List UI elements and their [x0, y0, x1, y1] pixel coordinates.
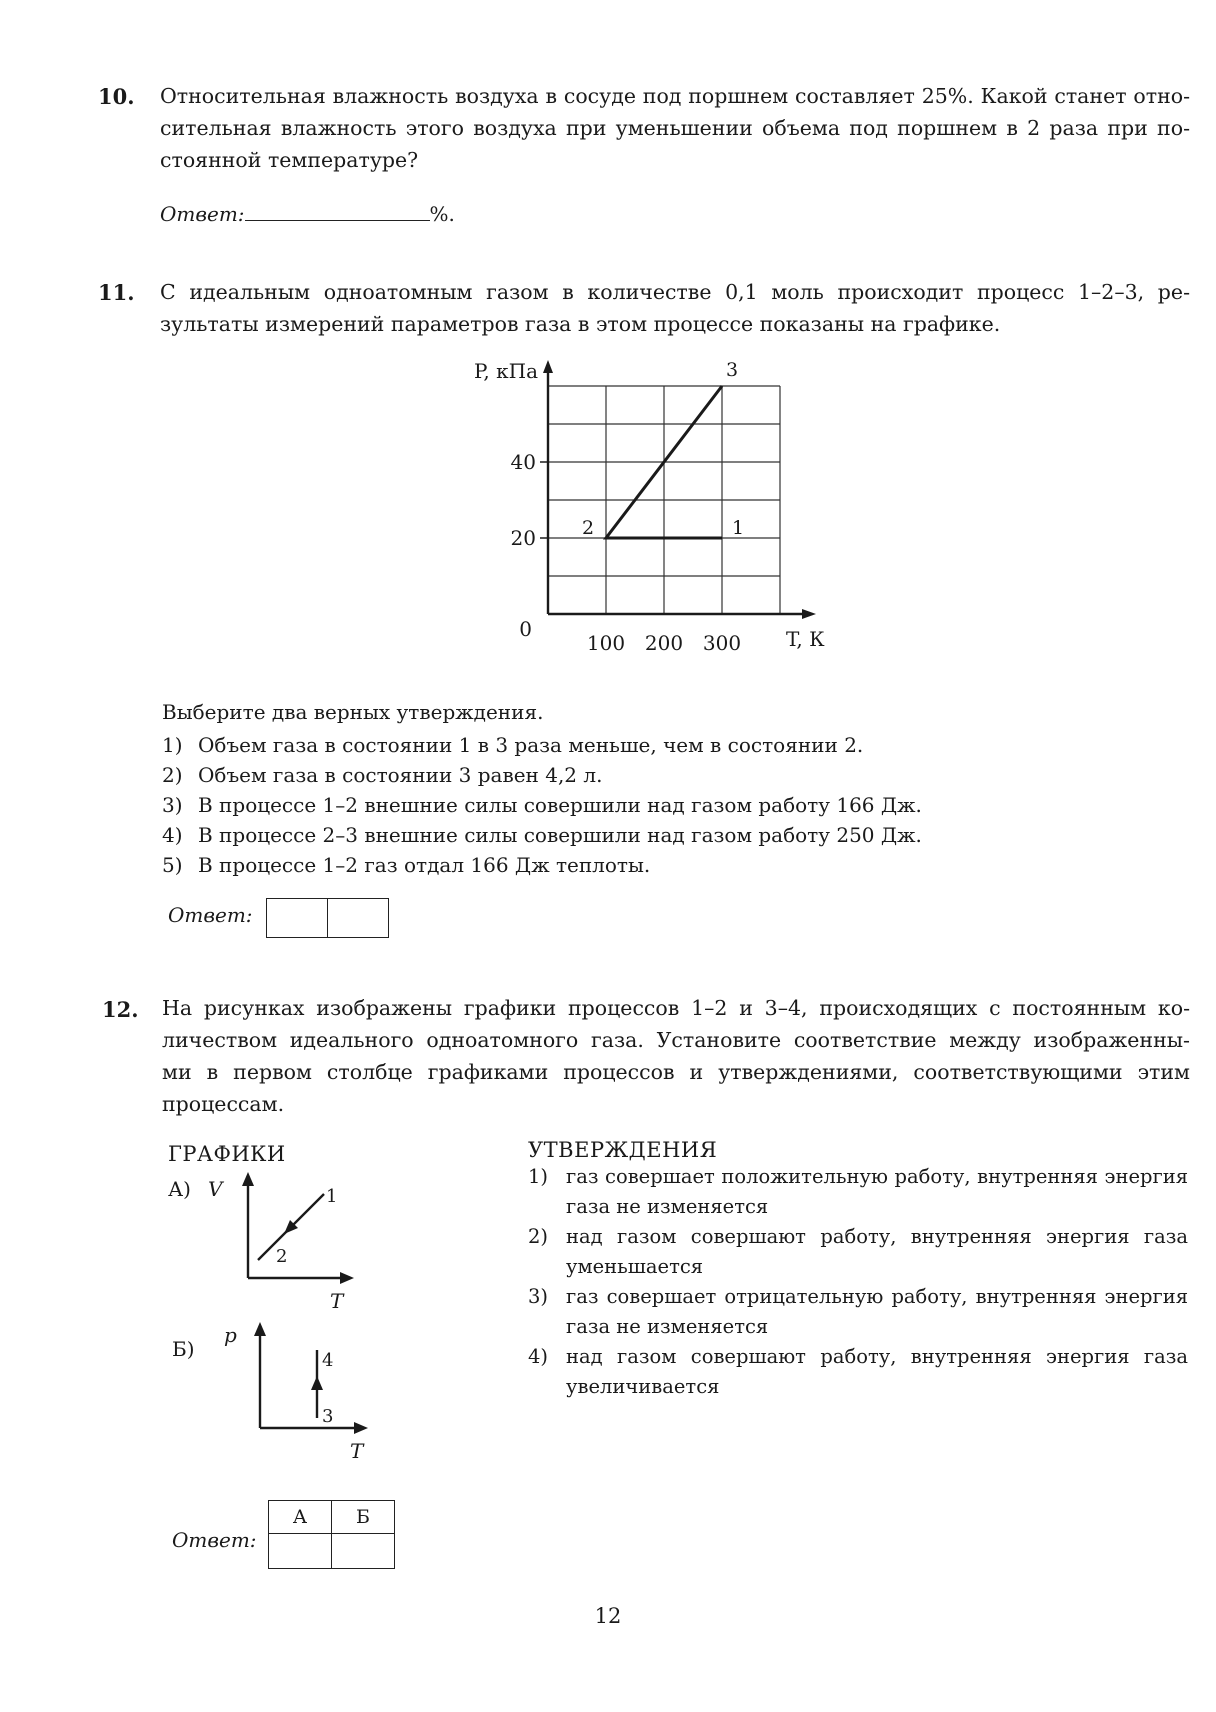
- option-text: В процессе 1–2 газ отдал 166 Дж теплоты.: [198, 853, 651, 877]
- question-11-number: 11.: [98, 280, 135, 305]
- question-12-line: На рисунках изображены графики процессов 1–2 и 3–4, происходящих с постоянным ко-: [162, 996, 1190, 1020]
- statement-text: над газом совершают работу, внутренняя энергия газа увеличивается: [566, 1345, 1188, 1398]
- y-tick-label: 0: [519, 617, 532, 641]
- statement-item: [528, 1162, 1188, 1222]
- answer-input-line[interactable]: [245, 202, 430, 221]
- option-number: 4): [162, 823, 183, 847]
- pt-graph: [440, 360, 840, 670]
- question-12-answer-label: Ответ:: [172, 1528, 257, 1552]
- question-10-text: [160, 80, 1190, 176]
- answer-cell-b[interactable]: [332, 1534, 395, 1569]
- graph-a-y-label: V: [208, 1177, 223, 1201]
- statement-item: [528, 1342, 1188, 1402]
- statement-number: 2): [528, 1225, 549, 1248]
- graph-a-x-label: T: [330, 1289, 344, 1313]
- statement-item: [528, 1222, 1188, 1282]
- option-number: 3): [162, 793, 183, 817]
- question-11-answer-label: Ответ:: [168, 903, 253, 927]
- option-number: 5): [162, 853, 183, 877]
- x-tick-label: 200: [644, 631, 684, 655]
- option-item: [162, 790, 922, 820]
- option-item: [162, 730, 922, 760]
- graph-a: [160, 1170, 360, 1320]
- option-item: [162, 850, 922, 880]
- y-axis-arrow: [543, 360, 553, 373]
- graph-a-letter: А): [168, 1177, 191, 1201]
- graph-b-point-4: 4: [322, 1350, 334, 1371]
- option-text: В процессе 1–2 внешние силы совершили над газом работу 166 Дж.: [198, 793, 922, 817]
- statement-text: газ совершает отрицательную работу, внутренняя энергия газа не изменяется: [566, 1285, 1188, 1338]
- option-text: Объем газа в состоянии 3 равен 4,2 л.: [198, 763, 603, 787]
- option-item: [162, 820, 922, 850]
- question-12-line: ми в первом столбце графиками процессов и утверждениями, соответствующими этим: [162, 1060, 1190, 1084]
- y-tick-label: 20: [510, 526, 536, 550]
- option-text: Объем газа в состоянии 1 в 3 раза меньше, чем в состоянии 2.: [198, 733, 864, 757]
- graph-a-point-1: 1: [326, 1186, 338, 1207]
- graph-a-x-arrow: [340, 1272, 354, 1284]
- y-tick-label: 40: [510, 450, 536, 474]
- answer-cell[interactable]: [328, 899, 389, 938]
- graph-a-y-arrow: [242, 1172, 254, 1186]
- graph-b: [160, 1320, 380, 1470]
- pt-grid: [548, 386, 780, 614]
- statement-number: 3): [528, 1285, 549, 1308]
- question-12-answer-table: [268, 1500, 395, 1569]
- graph-b-direction-arrow: [311, 1376, 323, 1390]
- question-10-line: сительная влажность этого воздуха при уменьшении объема под поршнем в 2 раза при по-: [160, 116, 1190, 140]
- option-number: 2): [162, 763, 183, 787]
- graph-b-y-label: p: [224, 1323, 237, 1347]
- statement-text: над газом совершают работу, внутренняя энергия газа уменьшается: [566, 1225, 1188, 1278]
- x-tick-label: 300: [702, 631, 742, 655]
- statement-text: газ совершает положительную работу, внутренняя энергия газа не изменяется: [566, 1165, 1188, 1218]
- question-12-number: 12.: [102, 997, 139, 1022]
- answer-label: Ответ:: [160, 202, 245, 226]
- question-10-line: Относительная влажность воздуха в сосуде под поршнем составляет 25%. Какой станет отно-: [160, 84, 1190, 108]
- statement-number: 1): [528, 1165, 549, 1188]
- statement-item: [528, 1282, 1188, 1342]
- pt-axes: [540, 360, 816, 619]
- answer-unit: %.: [429, 202, 455, 226]
- graph-b-x-arrow: [354, 1422, 368, 1434]
- x-axis-label: T, К: [786, 627, 825, 651]
- graph-b-point-3: 3: [322, 1406, 334, 1427]
- graph-b-x-label: T: [350, 1439, 364, 1463]
- question-11-line: С идеальным одноатомным газом в количестве 0,1 моль происходит процесс 1–2–3, ре-: [160, 280, 1190, 304]
- page-number: 12: [594, 1604, 622, 1628]
- option-number: 1): [162, 733, 183, 757]
- point-label-3: 3: [726, 360, 739, 381]
- question-11-options: [162, 730, 922, 880]
- question-10-number: 10.: [98, 84, 135, 109]
- question-10-answer: [160, 202, 455, 226]
- question-11-answer-table: [266, 898, 389, 938]
- statements-list: [528, 1162, 1188, 1402]
- answer-cell-a[interactable]: [269, 1534, 332, 1569]
- graph-b-y-arrow: [254, 1322, 266, 1336]
- point-label-1: 1: [732, 517, 745, 539]
- question-10-line: стоянной температуре?: [160, 148, 419, 172]
- question-11-prompt: Выберите два верных утверждения.: [162, 700, 544, 724]
- y-axis-label: P, кПа: [474, 360, 538, 383]
- tick-labels: [510, 450, 745, 655]
- answer-cell[interactable]: [267, 899, 328, 938]
- answer-header-b: Б: [332, 1501, 395, 1534]
- statement-number: 4): [528, 1345, 549, 1368]
- answer-header-a: А: [269, 1501, 332, 1534]
- statements-heading: УТВЕРЖДЕНИЯ: [528, 1138, 718, 1162]
- graph-b-letter: Б): [172, 1337, 195, 1361]
- question-11-line: зультаты измерений параметров газа в этом процессе показаны на графике.: [160, 312, 1001, 336]
- question-12-line: процессам.: [162, 1092, 285, 1116]
- question-12-line: личеством идеального одноатомного газа. Установите соответствие между изображенны-: [162, 1028, 1190, 1052]
- x-tick-label: 100: [586, 631, 626, 655]
- point-label-2: 2: [582, 517, 595, 539]
- question-11-text: [160, 276, 1190, 340]
- graphs-heading: ГРАФИКИ: [168, 1142, 286, 1166]
- graph-a-point-2: 2: [276, 1246, 288, 1267]
- question-12-text: [162, 992, 1190, 1120]
- option-item: [162, 760, 922, 790]
- option-text: В процессе 2–3 внешние силы совершили над газом работу 250 Дж.: [198, 823, 922, 847]
- x-axis-arrow: [802, 609, 816, 619]
